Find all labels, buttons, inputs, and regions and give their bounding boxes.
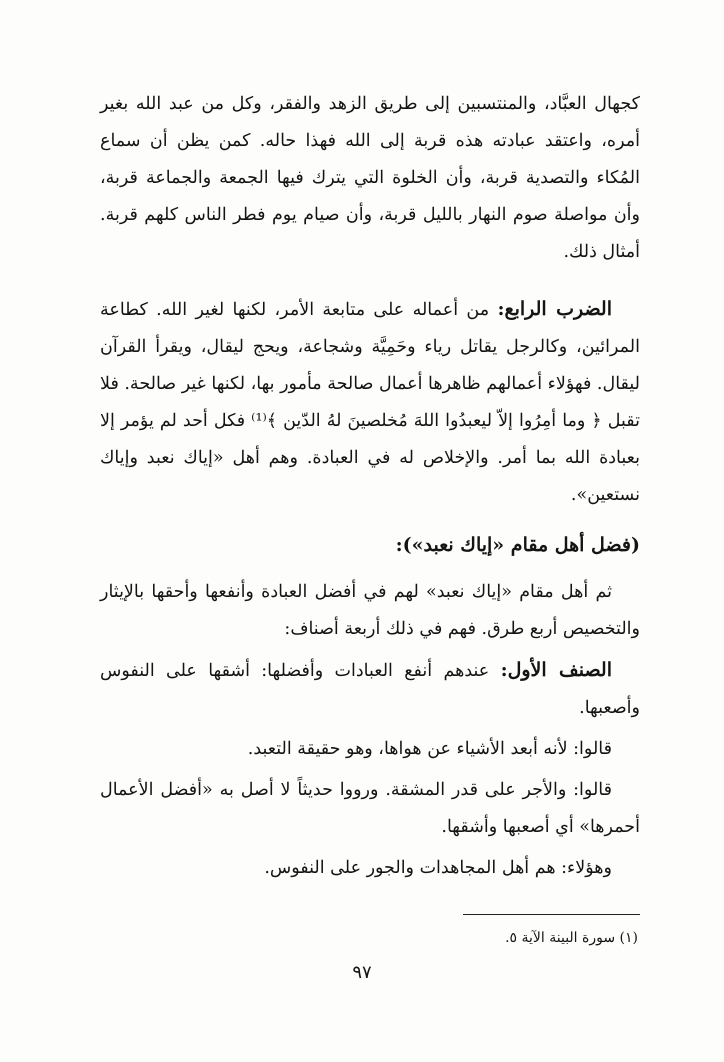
paragraph-type4 [100, 291, 640, 514]
paragraph-first-type-text: عندهم أنفع العبادات وأفضلها: أشقها على النفوس وأصعبها. [100, 661, 640, 718]
paragraph-these: وهؤلاء: هم أهل المجاهدات والجور على النفوس. [264, 858, 612, 878]
paragraph-type4-text: من أعماله على متابعة الأمر، لكنها لغير الله. كطاعة المرائين، وكالرجل يقاتل رياء وحَمِيَّة وشجاعة، ويحج ليقال، ويقرأ القرآن ليقال. فهؤلاء أعمالهم ظاهرها أعمال صالحة مأمور بها، لكنها غير صالحة. فلا تقبل ﴿ وما أمِرُوا إلاّ ليعبدُوا اللهَ مُخلصينَ لهُ الدّين ﴾⁽¹⁾ فكل أحد لم يؤمر إلا بعبادة الله بما أمر. والإخلاص له في العبادة. وهم أهل «إياك نعبد وإياك نستعين». [100, 300, 640, 505]
paragraph-first-type [100, 652, 640, 727]
paragraph-said-1: قالوا: لأنه أبعد الأشياء عن هواها، وهو حقيقة التعبد. [247, 739, 612, 759]
paragraph-intro: ثم أهل مقام «إياك نعبد» لهم في أفضل العبادة وأنفعها وأحقها بالإيثار والتخصيص أربع طرق. فهم في ذلك أربعة أصناف: [100, 582, 640, 639]
paragraph-first-type-lead: الصنف الأول: [500, 659, 612, 681]
footnote: (١) سورة البينة الآية ٥. [505, 930, 638, 946]
footnote-separator [463, 914, 640, 915]
section-heading: (فضل أهل مقام «إياك نعبد»): [395, 534, 640, 556]
paragraph-type4-lead: الضرب الرابع: [497, 298, 612, 320]
paragraph-type3-continuation: كجهال العبَّاد، والمنتسبين إلى طريق الزهد والفقر، وكل من عبد الله بغير أمره، واعتقد عبادته هذه قربة إلى الله فهذا حاله. كمن يظن أن سماع المُكاء والتصدية قربة، وأن الخلوة التي يترك فيها الجمعة والجماعة قربة، وأن مواصلة صوم النهار بالليل قربة، وأن صيام يوم فطر الناس كلهم قربة. أمثال ذلك. [100, 94, 640, 262]
paragraph-said-2: قالوا: والأجر على قدر المشقة. ورووا حديثاً لا أصل به «أفضل الأعمال أحمرها» أي أصعبها وأشقها. [100, 780, 640, 837]
page-number: ٩٧ [352, 962, 372, 983]
page-body [100, 86, 640, 887]
